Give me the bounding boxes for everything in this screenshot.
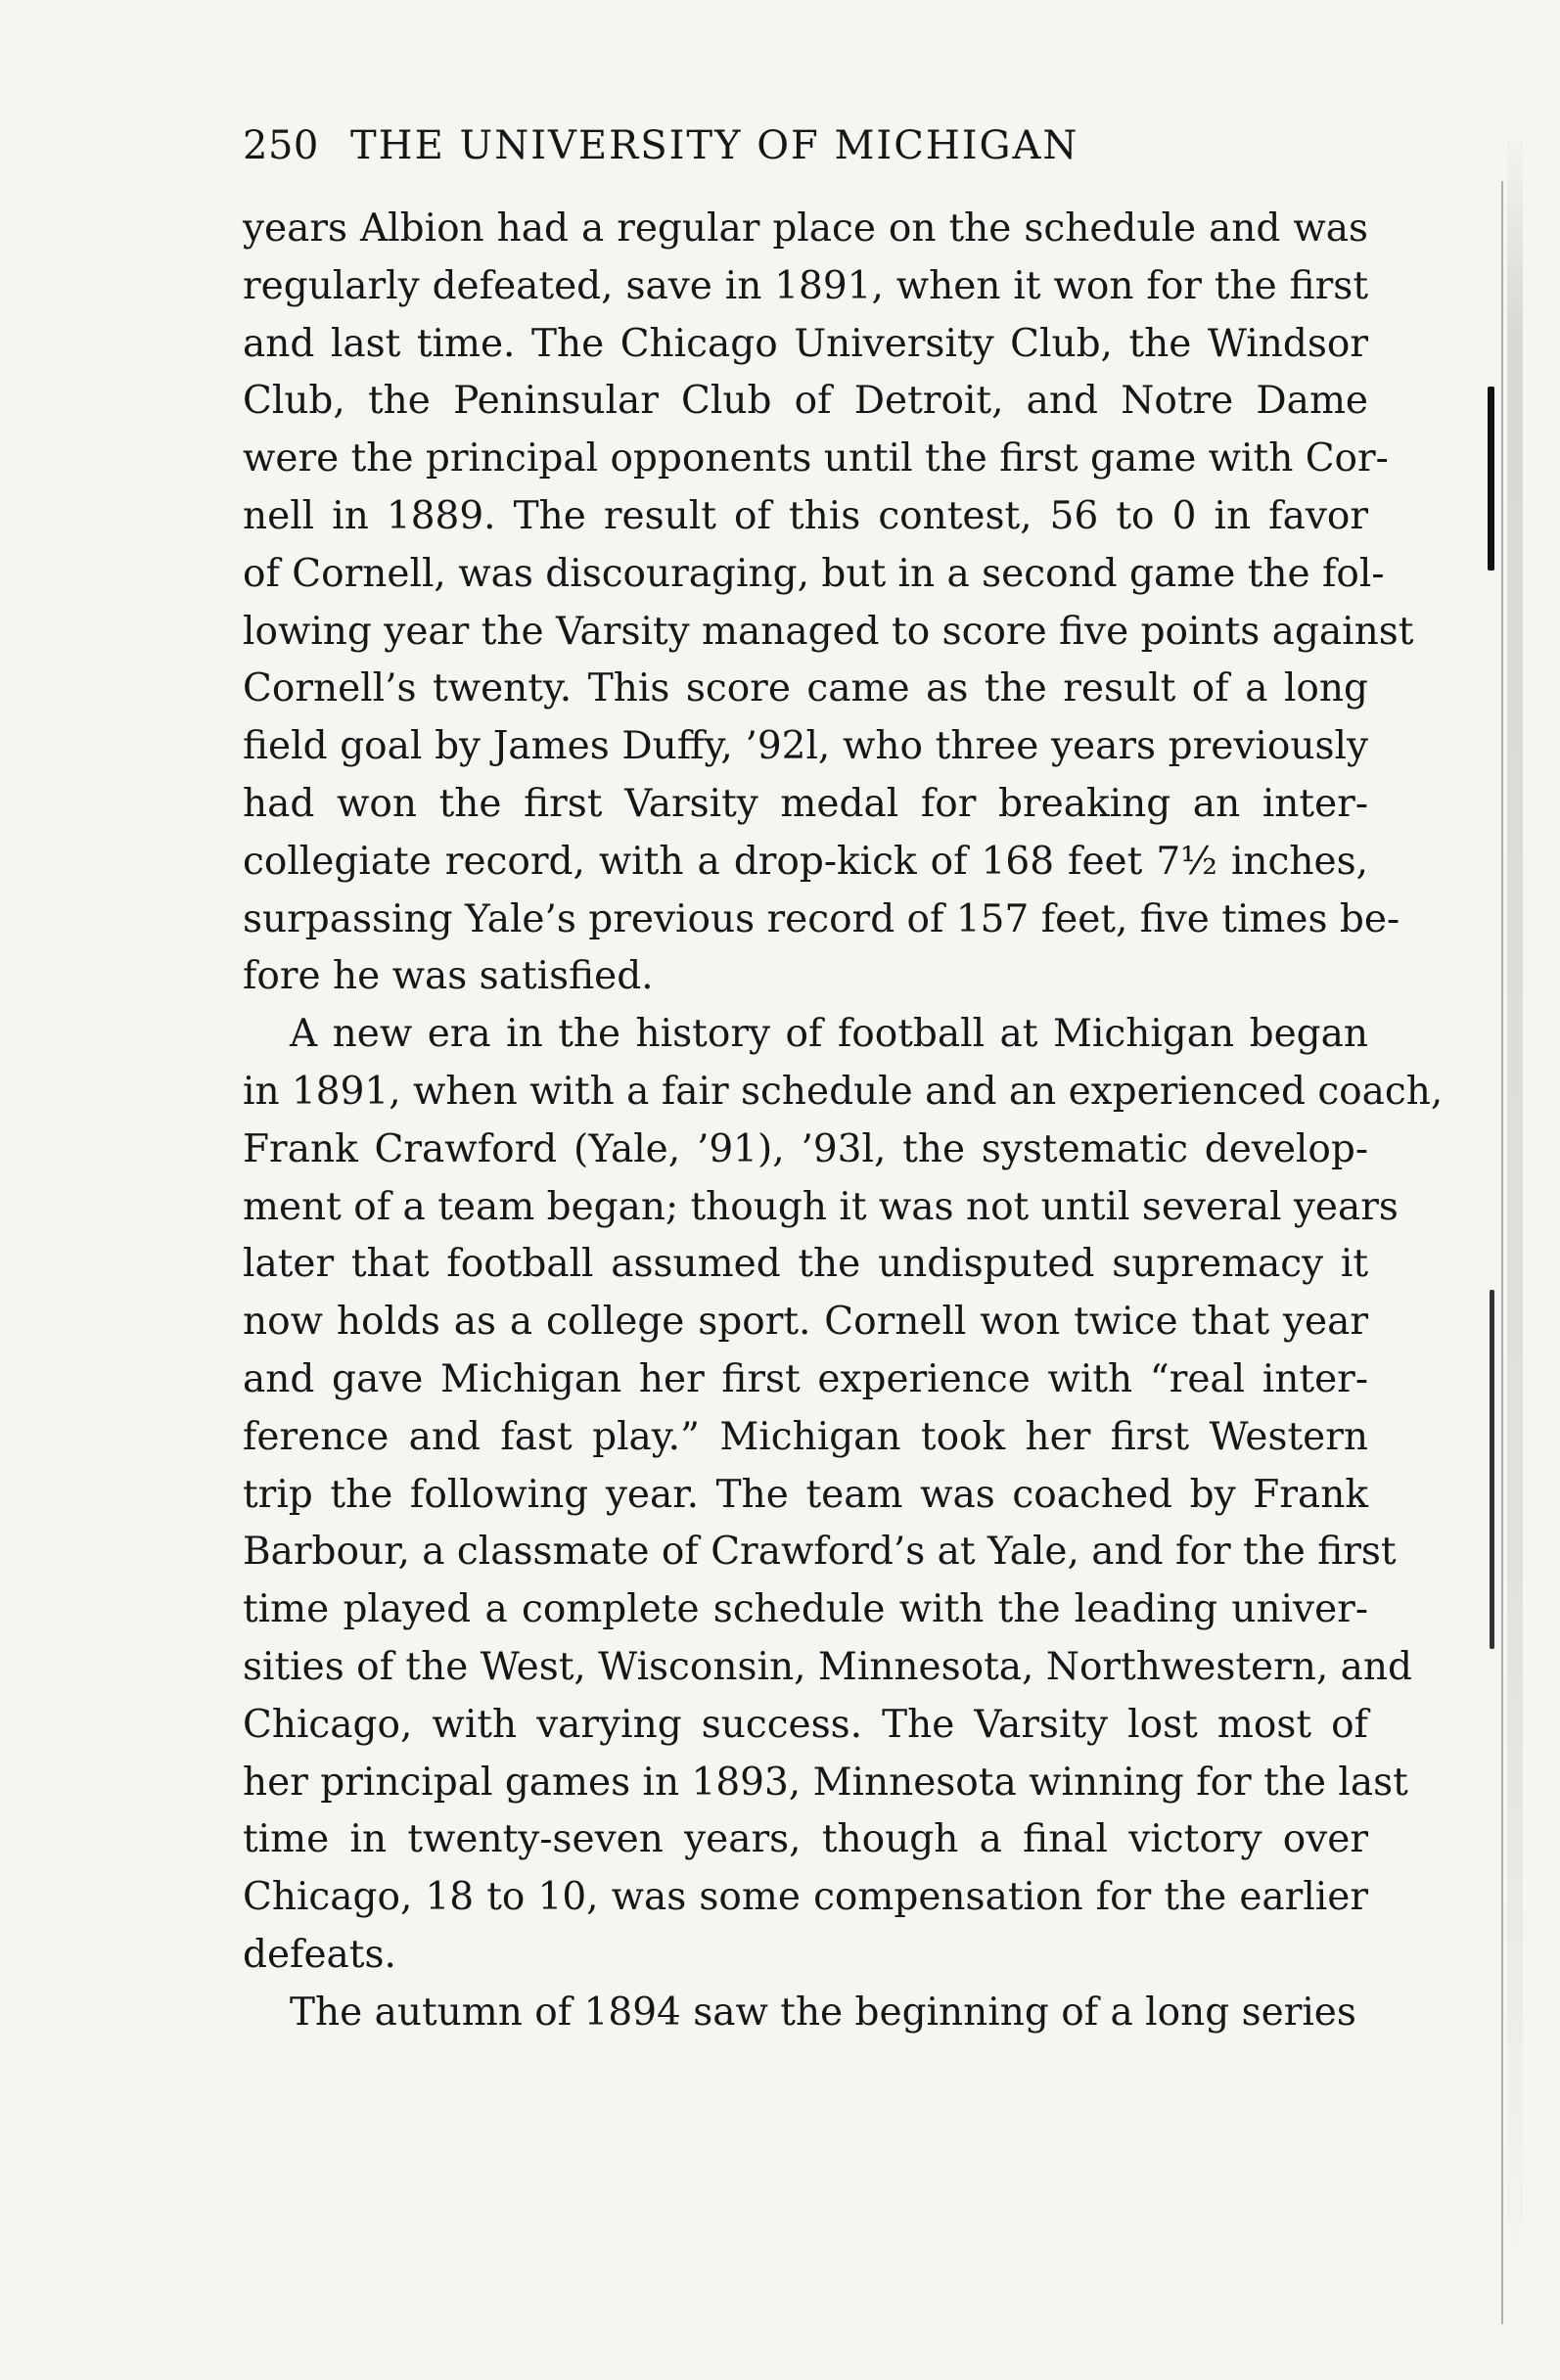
text-line: Cornell’s twenty. This score came as the result of a long [243,666,1368,711]
text-line: Barbour, a classmate of Crawford’s at Yale, and for the first [243,1530,1397,1575]
text-line: Club, the Peninsular Club of Detroit, and Notre Dame [243,379,1368,424]
text-line: had won the first Varsity medal for breaking an inter- [243,781,1368,826]
text-line: now holds as a college sport. Cornell won twice that year [243,1300,1368,1345]
text-line: fore he was satisfied. [243,954,654,999]
text-line: later that football assumed the undisputed supremacy it [243,1242,1368,1287]
text-line: trip the following year. The team was coached by Frank [243,1472,1368,1517]
text-line: years Albion had a regular place on the schedule and was [243,206,1368,251]
text-line: were the principal opponents until the first game with Cor- [243,436,1389,481]
text-line: collegiate record, with a drop-kick of 168 feet 7½ inches, [243,839,1368,884]
text-line: her principal games in 1893, Minnesota winning for the last [243,1760,1408,1805]
text-line: and gave Michigan her first experience with “real inter- [243,1356,1368,1401]
text-line: nell in 1889. The result of this contest, 56 to 0 in favor [243,493,1368,538]
text-line: Chicago, 18 to 10, was some compensation for the earlier [243,1875,1368,1920]
body-text [243,201,1444,2042]
text-line: ference and fast play.” Michigan took her first Western [243,1414,1368,1459]
scan-edge-mark [1488,387,1494,571]
text-line: in 1891, when with a fair schedule and an experienced coach, [243,1069,1444,1114]
page-number: 250 [243,123,319,168]
text-line: and last time. The Chicago University Club, the Windsor [243,321,1368,366]
scan-edge-mark [1490,1290,1494,1649]
text-line: surpassing Yale’s previous record of 157 feet, five times be- [243,896,1400,941]
running-head: THE UNIVERSITY OF MICHIGAN [350,123,1079,168]
page-header [243,123,1388,182]
text-line: of Cornell, was discouraging, but in a second game the fol- [243,551,1385,596]
page-gutter-shadow [1507,122,1523,2305]
page-edge-line [1501,181,1503,2324]
text-line: lowing year the Varsity managed to score five points against [243,609,1414,654]
text-line: field goal by James Duffy, ’92l, who three years previously [243,724,1368,769]
text-line: Frank Crawford (Yale, ’91), ’93l, the systematic develop- [243,1126,1368,1171]
paragraph-start-line: The autumn of 1894 saw the beginning of a long series [290,1990,1356,2035]
text-line: time played a complete schedule with the leading univer- [243,1587,1368,1632]
text-line: ment of a team began; though it was not until several years [243,1184,1399,1229]
text-line: time in twenty-seven years, though a final victory over [243,1817,1368,1862]
text-line: Chicago, with varying success. The Varsity lost most of [243,1702,1368,1747]
text-line: defeats. [243,1932,396,1977]
paragraph-start-line: A new era in the history of football at Michigan began [290,1012,1368,1057]
text-line: regularly defeated, save in 1891, when it won for the first [243,263,1368,308]
text-line: sities of the West, Wisconsin, Minnesota, Northwestern, and [243,1644,1412,1689]
